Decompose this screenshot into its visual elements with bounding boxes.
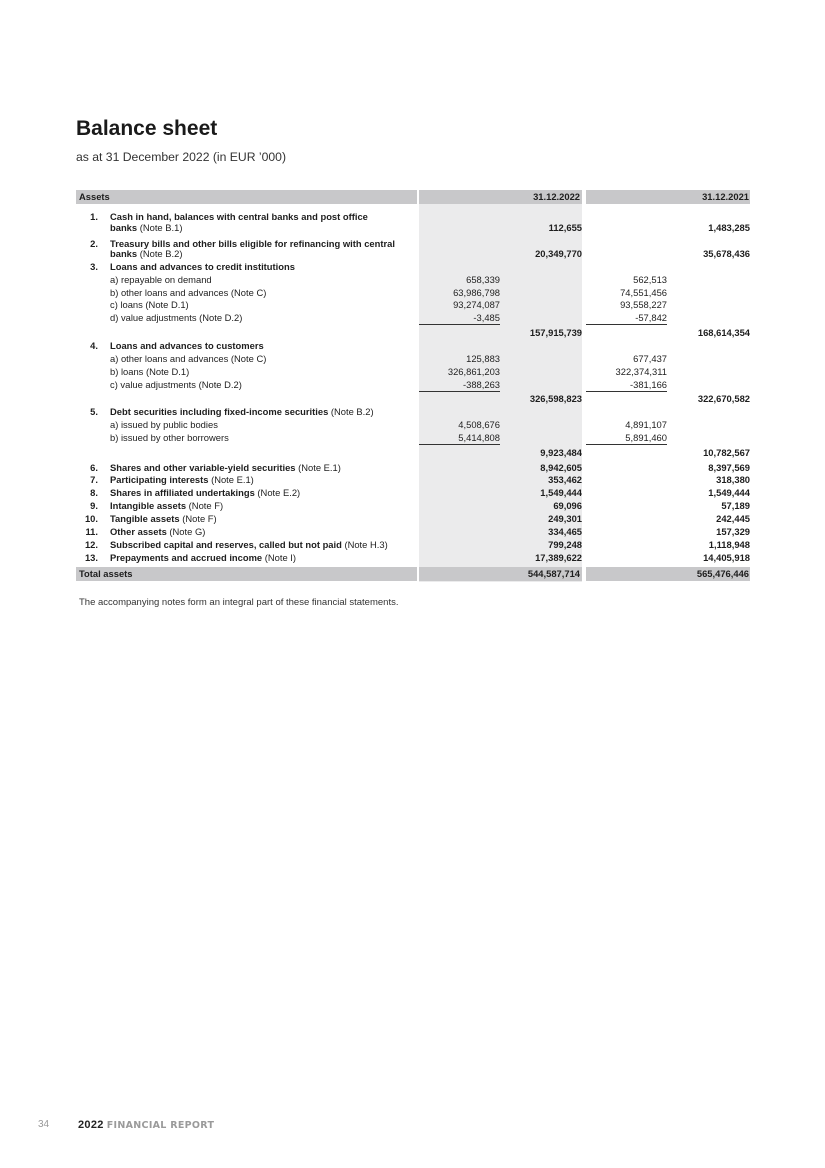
- page-number: 34: [38, 1119, 50, 1130]
- sub-value-2022: 93,274,087: [453, 299, 500, 310]
- sub-row: [76, 432, 750, 443]
- report-name: [78, 1119, 214, 1131]
- value-2022: 353,462: [548, 474, 582, 485]
- table-row: [76, 500, 750, 511]
- sub-value-2021: 677,437: [633, 353, 667, 364]
- report-year: 2022: [78, 1119, 104, 1131]
- header-2021-label: 31.12.2021: [702, 191, 749, 202]
- sub-value-2021: 93,558,227: [620, 299, 667, 310]
- sub-value-2021: 5,891,460: [625, 432, 667, 443]
- sub-label: b) loans (Note D.1): [110, 366, 190, 377]
- table-row: [76, 211, 750, 222]
- row-label: Shares in affiliated undertakings: [110, 487, 255, 498]
- table-row: [76, 552, 750, 563]
- row-note: (Note G): [166, 526, 206, 537]
- row-number: 10.: [84, 513, 98, 524]
- value-2022: 249,301: [548, 513, 582, 524]
- sub-label: b) other loans and advances (Note C): [110, 287, 267, 298]
- value-2021: 1,549,444: [708, 487, 750, 498]
- table-row: [76, 462, 750, 473]
- sub-value-2021: -381,166: [629, 379, 667, 390]
- total-label: Total assets: [79, 568, 133, 579]
- row-label: Other assets: [110, 526, 167, 537]
- footnote: The accompanying notes form an integral part of these financial statements.: [79, 597, 399, 608]
- value-2021: 242,445: [716, 513, 750, 524]
- row-label-cont: banks: [110, 222, 138, 233]
- subtotal-row: [76, 447, 750, 458]
- row-label: Participating interests: [110, 474, 209, 485]
- table-row: [76, 513, 750, 524]
- row-number: 1.: [90, 211, 98, 222]
- value-2021: 35,678,436: [703, 248, 750, 259]
- sub-label: c) loans (Note D.1): [110, 299, 189, 310]
- row-number: 8.: [90, 487, 98, 498]
- total-2021: [586, 567, 750, 581]
- row-number: 6.: [90, 462, 98, 473]
- sub-row: [76, 287, 750, 298]
- row-number: 13.: [84, 552, 98, 563]
- row-note: (Note F): [179, 513, 217, 524]
- sub-value-2022: -388,263: [462, 379, 500, 390]
- row-note: (Note E.1): [295, 462, 341, 473]
- subtotal-row: [76, 393, 750, 404]
- value-2022: 1,549,444: [540, 487, 582, 498]
- subtotal-rule: [419, 444, 500, 445]
- value-2021: 8,397,569: [708, 462, 750, 473]
- sub-row: [76, 366, 750, 377]
- row-number: 5.: [90, 406, 98, 417]
- header-assets-label: Assets: [79, 191, 110, 202]
- row-number: 2.: [90, 238, 98, 249]
- value-2021: 168,614,354: [697, 327, 750, 338]
- value-2021: 10,782,567: [703, 447, 750, 458]
- sub-value-2022: 125,883: [466, 353, 500, 364]
- row-note: (Note B.2): [137, 248, 183, 259]
- row-note: (Note H.3): [341, 539, 388, 550]
- sub-value-2021: 322,374,311: [615, 366, 667, 377]
- sub-label: c) value adjustments (Note D.2): [110, 379, 242, 390]
- table-row: [76, 487, 750, 498]
- sub-row: [76, 419, 750, 430]
- row-label-cont: banks: [110, 248, 138, 259]
- row-label: Treasury bills and other bills eligible for refinancing with central: [110, 238, 395, 249]
- row-note: (Note F): [186, 500, 224, 511]
- value-2022: 112,655: [548, 222, 582, 233]
- total-2022: [419, 567, 582, 581]
- table-row: [76, 406, 750, 417]
- sub-value-2022: 658,339: [466, 274, 500, 285]
- row-label: Prepayments and accrued income: [110, 552, 263, 563]
- row-note: (Note B.1): [137, 222, 183, 233]
- value-2021: 14,405,918: [703, 552, 750, 563]
- row-label: Debt securities including fixed-income securities: [110, 406, 329, 417]
- sub-value-2022: -3,485: [473, 312, 500, 323]
- table-row: [76, 474, 750, 485]
- subtotal-row: [76, 327, 750, 338]
- sub-row: [76, 379, 750, 390]
- row-label: Tangible assets: [110, 513, 180, 524]
- sub-row: [76, 312, 750, 323]
- table-row: [76, 340, 750, 351]
- page-subtitle: as at 31 December 2022 (in EUR ’000): [76, 150, 287, 164]
- total-value-2021: 565,476,446: [696, 568, 749, 579]
- value-2022: 326,598,823: [529, 393, 582, 404]
- header-2022: [419, 190, 582, 204]
- value-2022: 157,915,739: [529, 327, 582, 338]
- value-2021: 1,118,948: [708, 539, 750, 550]
- sub-label: a) other loans and advances (Note C): [110, 353, 267, 364]
- total-row: [76, 567, 417, 581]
- sub-value-2021: -57,842: [635, 312, 667, 323]
- row-label: Loans and advances to credit institutions: [110, 261, 295, 272]
- value-2022: 69,096: [553, 500, 582, 511]
- row-label: Shares and other variable-yield securities: [110, 462, 296, 473]
- subtotal-rule: [586, 444, 667, 445]
- sub-value-2022: 326,861,203: [447, 366, 500, 377]
- header-2021: [586, 190, 750, 204]
- value-2022: 17,389,622: [535, 552, 582, 563]
- report-title: FINANCIAL REPORT: [106, 1120, 215, 1131]
- header-assets: [76, 190, 417, 204]
- row-label: Loans and advances to customers: [110, 340, 264, 351]
- sub-row: [76, 274, 750, 285]
- value-2021: 57,189: [721, 500, 750, 511]
- subtotal-rule: [419, 324, 500, 325]
- sub-label: a) issued by public bodies: [110, 419, 218, 430]
- value-2021: 322,670,582: [697, 393, 750, 404]
- sub-value-2021: 4,891,107: [625, 419, 667, 430]
- value-2021: 318,380: [716, 474, 750, 485]
- sub-label: a) repayable on demand: [110, 274, 212, 285]
- subtotal-rule: [586, 391, 667, 392]
- row-number: 9.: [90, 500, 98, 511]
- table-row: [76, 526, 750, 537]
- page-title: Balance sheet: [76, 117, 218, 140]
- sub-value-2022: 63,986,798: [453, 287, 500, 298]
- table-row: [76, 248, 750, 259]
- row-number: 7.: [90, 474, 98, 485]
- row-number: 4.: [90, 340, 98, 351]
- value-2021: 157,329: [716, 526, 750, 537]
- row-number: 11.: [85, 526, 98, 537]
- value-2022: 334,465: [548, 526, 582, 537]
- sub-value-2021: 74,551,456: [620, 287, 667, 298]
- sub-row: [76, 353, 750, 364]
- table-row: [76, 222, 750, 233]
- row-note: (Note I): [262, 552, 297, 563]
- row-number: 12.: [84, 539, 98, 550]
- total-value-2022: 544,587,714: [527, 568, 580, 579]
- row-label: Subscribed capital and reserves, called but not paid: [110, 539, 342, 550]
- value-2022: 799,248: [548, 539, 582, 550]
- sub-value-2022: 4,508,676: [458, 419, 500, 430]
- row-note: (Note E.2): [254, 487, 301, 498]
- subtotal-rule: [419, 391, 500, 392]
- value-2022: 20,349,770: [535, 248, 582, 259]
- value-2022: 9,923,484: [540, 447, 582, 458]
- table-row: [76, 539, 750, 550]
- row-label: Cash in hand, balances with central banks and post office: [110, 211, 368, 222]
- sub-value-2022: 5,414,808: [458, 432, 500, 443]
- sub-label: d) value adjustments (Note D.2): [110, 312, 243, 323]
- table-row: [76, 261, 750, 272]
- row-note: (Note B.2): [328, 406, 374, 417]
- value-2022: 8,942,605: [540, 462, 582, 473]
- header-2022-label: 31.12.2022: [533, 191, 580, 202]
- sub-value-2021: 562,513: [633, 274, 667, 285]
- value-2021: 1,483,285: [708, 222, 750, 233]
- row-note: (Note E.1): [208, 474, 254, 485]
- row-label: Intangible assets: [110, 500, 187, 511]
- row-number: 3.: [90, 261, 98, 272]
- sub-row: [76, 299, 750, 310]
- page-footer: [38, 1119, 215, 1131]
- sub-label: b) issued by other borrowers: [110, 432, 229, 443]
- subtotal-rule: [586, 324, 667, 325]
